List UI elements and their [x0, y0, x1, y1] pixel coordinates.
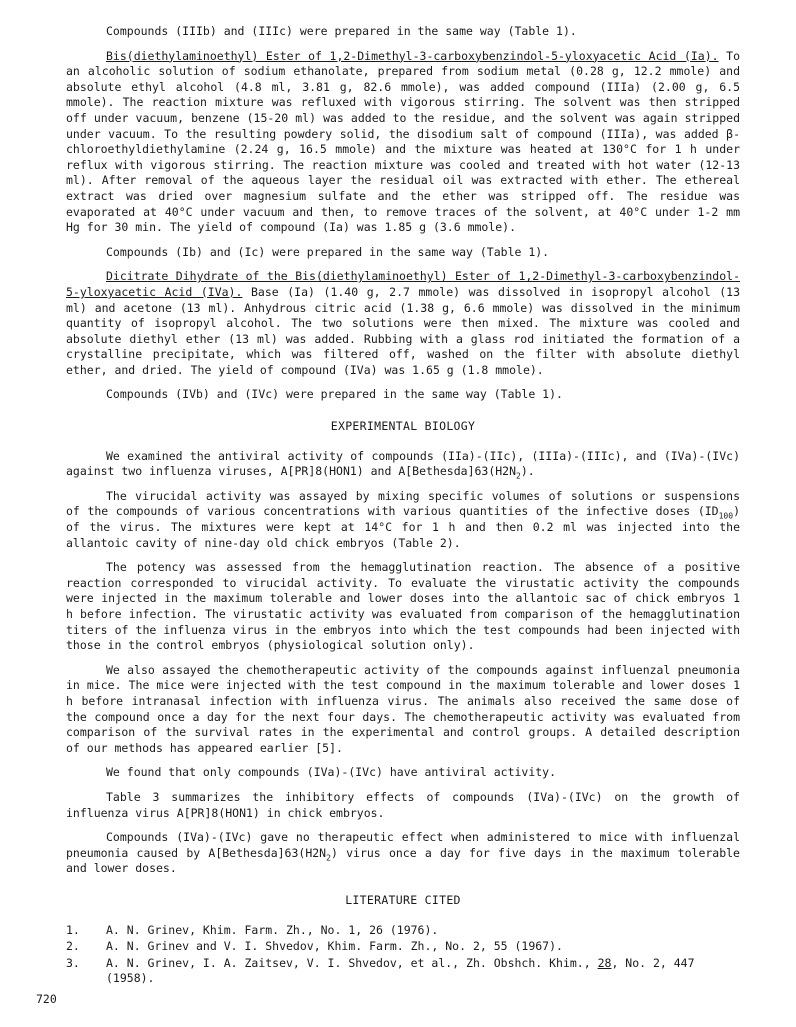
reference-text — [106, 956, 740, 987]
text-segment: A. N. Grinev, I. A. Zaitsev, V. I. Shvedov, et al., Zh. Obshch. Khim., — [106, 955, 598, 970]
paragraph-table3-summary: Table 3 summarizes the inhibitory effects of compounds (IVa)-(IVc) on the growth of influenza virus A[PR]8(HON1) in chick embryos. — [66, 789, 740, 820]
reference-text — [106, 939, 740, 955]
reference-list — [66, 923, 740, 987]
reference-item — [66, 956, 740, 987]
subscript: 100 — [718, 511, 734, 521]
paragraph-chemotherapeutic-activity: We also assayed the chemotherapeutic activity of the compounds against influenzal pneumonia in mice. The mice were injected with the test compound in the maximum tolerable and lower doses 1 h before intranasal infection with influenza virus. The animals also received the same dose of the compound once a day for the next four days. The chemotherapeutic activity was evaluated from comparison of the survival rates in the experimental and control groups. A detailed description of our methods has appeared earlier [5]. — [66, 662, 740, 755]
paragraph-antiviral-finding: We found that only compounds (IVa)-(IVc) have antiviral activity. — [106, 765, 557, 780]
heading-experimental-biology: EXPERIMENTAL BIOLOGY — [330, 419, 476, 434]
text-segment: We examined the antiviral activity of compounds (IIa)-(IIc), (IIIa)-(IIIc), and (IVa)-(IVc) against two influenza viruses, A[PR]8(HON1) and A[Bethesda]63(H2N — [66, 448, 740, 479]
paragraph-ester-ia-synthesis — [66, 49, 740, 236]
section-title-ester-ia: Bis(diethylaminoethyl) Ester of 1,2-Dimethyl-3-carboxybenzindol-5-yloxyacetic Acid (Ia). — [106, 48, 719, 63]
subscript: 2 — [516, 471, 521, 481]
subscript: 2 — [326, 853, 331, 863]
reference-number: 1. — [66, 922, 80, 937]
text-segment: The virucidal activity was assayed by mixing specific volumes of solutions or suspensions of the compounds of various concentrations with various quantities of the infective doses (ID — [66, 488, 740, 519]
paragraph-potency-assessment: The potency was assessed from the hemagglutination reaction. The absence of a positive reaction corresponded to virucidal activity. To evaluate the virustatic activity the compounds were injected in the maximum tolerable and lower doses into the allantoic sac of chick embryos 1 h before infection. The virustatic activity was evaluated from comparison of the hemagglutination titers of the influenza virus in the embryos into which the test compounds had been injected with those in the control embryos (physiological solution only). — [66, 560, 740, 653]
text-segment: ) virus once a day for five days in the maximum tolerable and lower doses. — [66, 845, 740, 876]
page-number: 720 — [36, 992, 57, 1006]
paragraph-compounds-ib-ic: Compounds (Ib) and (Ic) were prepared in the same way (Table 1). — [106, 244, 550, 259]
text-segment: , No. 2, 447 (1958). — [106, 955, 695, 986]
paragraph-compounds-ivb-ivc: Compounds (IVb) and (IVc) were prepared in the same way (Table 1). — [106, 387, 563, 402]
reference-item — [66, 923, 740, 939]
reference-number: 2. — [66, 939, 80, 954]
paragraph-virucidal-activity — [66, 489, 740, 551]
section-title-dicitrate-iva: Dicitrate Dihydrate of the Bis(diethylaminoethyl) Ester of 1,2-Dimethyl-3-carboxybenzindol-5-yloxyacetic Acid (IVa). — [66, 269, 740, 299]
paragraph-antiviral-examined — [66, 449, 740, 480]
text-segment: ). — [520, 464, 535, 479]
text-segment: A. N. Grinev, Khim. Farm. Zh., No. 1, 26 (1976). — [106, 922, 439, 937]
section-body-ester-ia: To an alcoholic solution of sodium ethanolate, prepared from sodium metal (0.28 g, 12.2 mmole) and absolute ethyl alcohol (4.8 ml, 3.81 g, 82.6 mmole), was added compound (IIIa) (2.00 g, 6.5 mmole). The reaction mixture was refluxed with vigorous stirring. The solvent was then stripped off under vacuum, benzene (15-20 ml) was added to the residue, and the solvent was again stripped under vacuum. To the resulting powdery solid, the disodium salt of compound (IIIa), was added β-chloroethyldiethylamine (2.24 g, 16.5 mmole) and the mixture was heated at 130°C for 1 h under reflux with vigorous stirring. The reaction mixture was cooled and treated with hot water (12-13 ml). After removal of the aqueous layer the residual oil was extracted with ether. The ethereal extract was dried over magnesium sulfate and the ether was stripped off. The residue was evaporated at 40°C under vacuum and then, to remove traces of the solvent, at 40°C under 1-2 mm Hg for 30 min. The yield of compound (Ia) was 1.85 g (3.6 mmole). — [66, 48, 740, 235]
paragraph-compounds-iiib-iiic: Compounds (IIIb) and (IIIc) were prepared in the same way (Table 1). — [106, 24, 577, 38]
text-segment: A. N. Grinev and V. I. Shvedov, Khim. Farm. Zh., No. 2, 55 (1967). — [106, 939, 563, 954]
paragraph-no-therapeutic-effect — [66, 830, 740, 877]
section-body-dicitrate-iva: Base (Ia) (1.40 g, 2.7 mmole) was dissolved in isopropyl alcohol (13 ml) and acetone (13 ml). Anhydrous citric acid (1.38 g, 6.6 mmole) was dissolved in the minimum quantity of isopropyl alcohol. The two solutions were then mixed. The mixture was cooled and absolute diethyl ether (13 ml) was added. Rubbing with a glass rod initiated the formation of a crystalline precipitate, which was filtered off, washed on the filter with absolute diethyl ether, and dried. The yield of compound (IVa) was 1.65 g (1.8 mmole). — [66, 284, 740, 377]
paragraph-dicitrate-iva-synthesis — [66, 269, 740, 378]
heading-literature-cited: LITERATURE CITED — [345, 892, 461, 907]
text-segment: ) of the virus. The mixtures were kept at 14°C for 1 h and then 0.2 ml was injected into the allantoic cavity of nine-day old chick embryos (Table 2). — [66, 504, 740, 550]
paper-page — [66, 24, 740, 988]
reference-text — [106, 923, 740, 939]
text-segment: Compounds (IVa)-(IVc) gave no therapeutic effect when administered to mice with influenzal pneumonia caused by A[Bethesda]63(H2N — [66, 830, 740, 860]
reference-item — [66, 939, 740, 955]
reference-number: 3. — [66, 955, 80, 970]
volume-number: 28 — [597, 955, 612, 970]
